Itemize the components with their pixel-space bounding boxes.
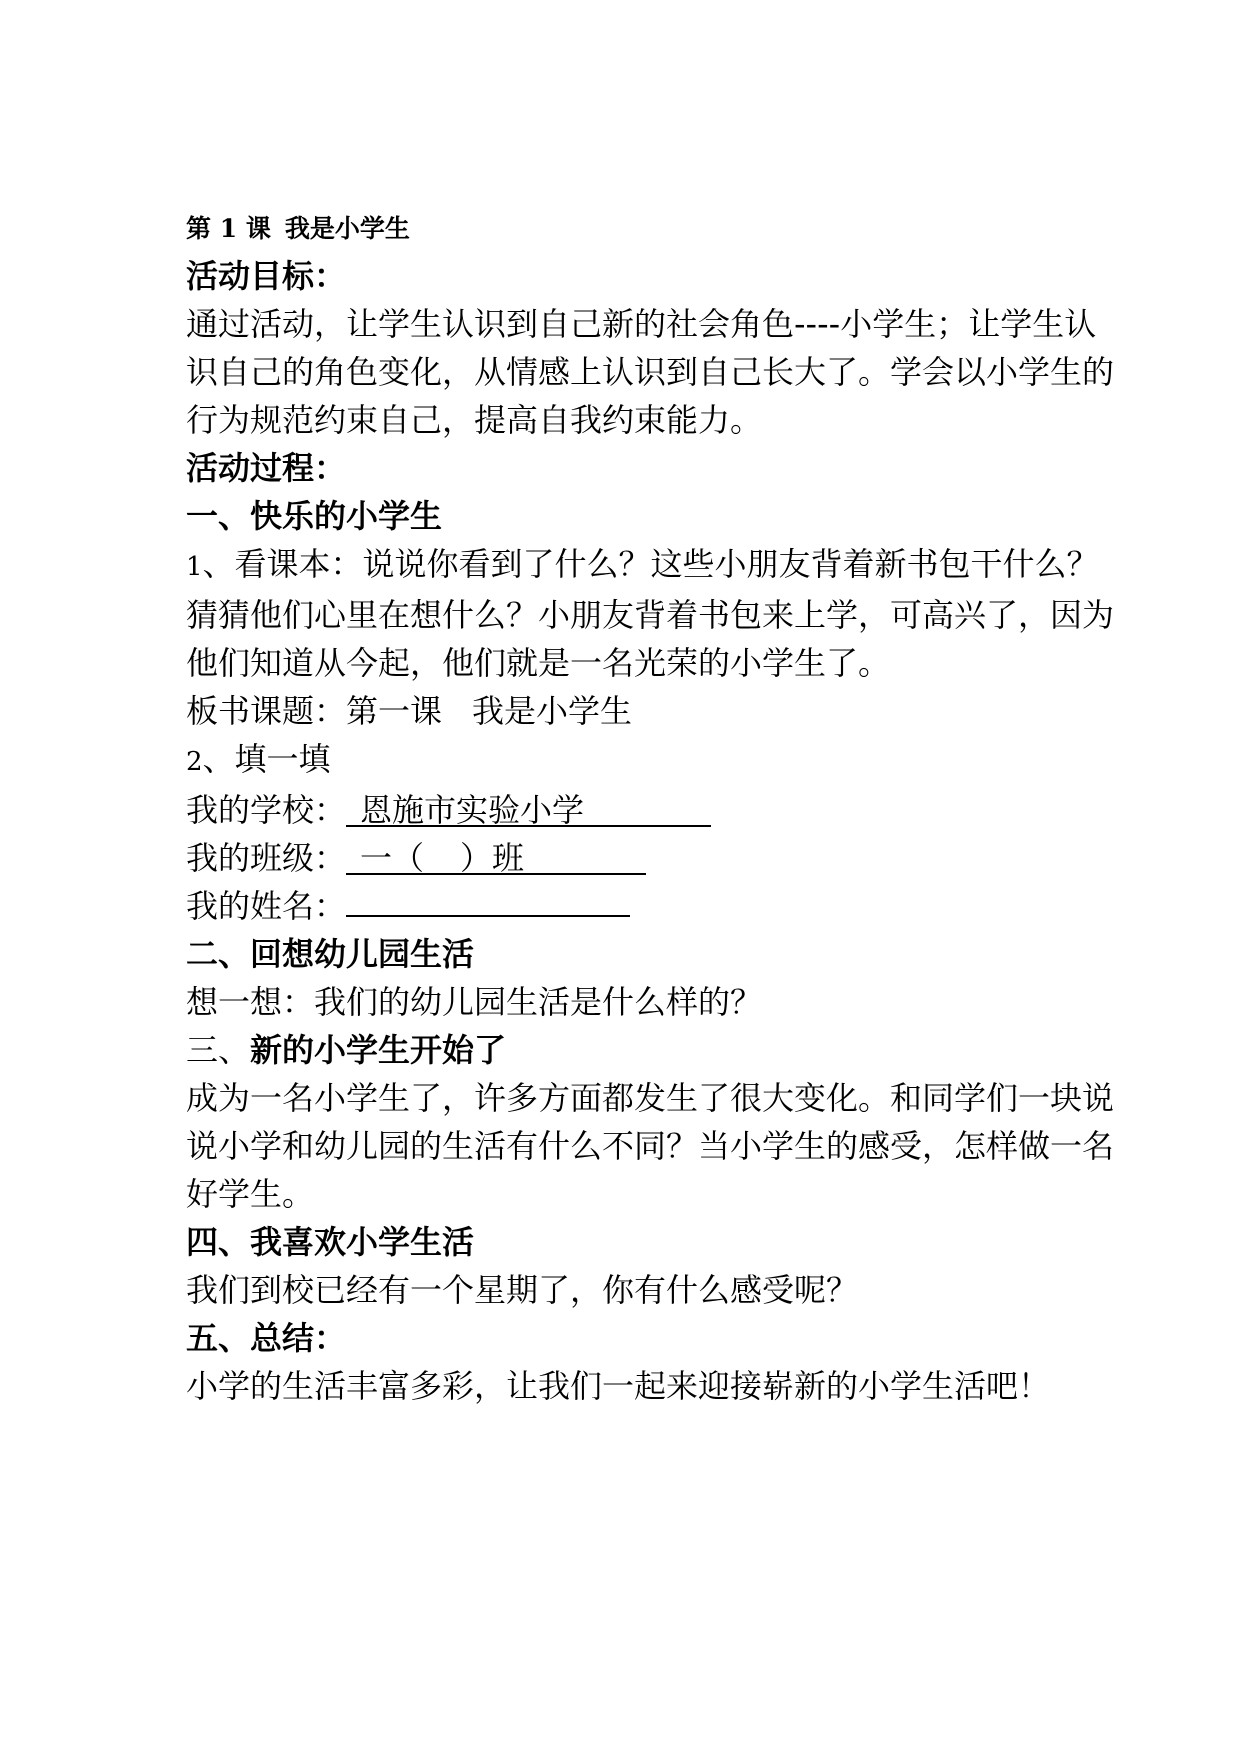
class-label: 我的班级： (186, 839, 347, 877)
name-label: 我的姓名： (186, 887, 347, 925)
section1-item2-text: 、填一填 (202, 740, 331, 778)
class-prefix: 一（ (360, 839, 425, 877)
lesson-title-prefix: 第 (186, 214, 212, 243)
section1-item1-number: 1 (186, 552, 203, 582)
section2-heading: 二、回想幼儿园生活 (186, 935, 475, 973)
section4-text: 我们到校已经有一个星期了，你有什么感受呢？ (186, 1271, 859, 1309)
section3-heading-text: 新的小学生开始了 (250, 1031, 507, 1069)
section3-heading-number: 三、 (186, 1031, 251, 1069)
document-page (186, 210, 1126, 1410)
section4-heading: 四、我喜欢小学生活 (186, 1223, 475, 1261)
section5-text: 小学的生活丰富多彩，让我们一起来迎接崭新的小学生活吧！ (186, 1367, 1051, 1405)
school-value: 恩施市实验小学 (360, 791, 585, 829)
section1-item2-number: 2 (186, 747, 203, 777)
section1-item1 (186, 540, 1126, 687)
lesson-title-name: 我是小学生 (284, 214, 410, 243)
goal-heading: 活动目标： (186, 257, 347, 295)
name-field[interactable] (346, 883, 630, 917)
section1-heading: 一、快乐的小学生 (186, 497, 443, 535)
school-field[interactable] (346, 793, 711, 827)
lesson-title (186, 210, 1126, 248)
name-row (186, 882, 1126, 930)
section3-heading (186, 1026, 1126, 1074)
board-title: 我是小学生 (472, 692, 633, 730)
school-label: 我的学校： (186, 791, 347, 829)
school-row (186, 786, 1126, 834)
class-suffix: ）班 (460, 839, 525, 877)
goal-text: 通过活动，让学生认识到自己新的社会角色----小学生；让学生认识自己的角色变化，从情感上认识到自己长大了。学会以小学生的行为规范约束自己，提高自我约束能力。 (186, 305, 1115, 439)
process-heading: 活动过程： (186, 449, 347, 487)
section1-item1-text: 、看课本：说说你看到了什么？这些小朋友背着新书包干什么？猜猜他们心里在想什么？小朋友背着书包来上学，可高兴了，因为他们知道从今起，他们就是一名光荣的小学生了。 (186, 545, 1115, 682)
section1-item2 (186, 735, 1126, 786)
board-label: 板书课题：第一课 (186, 692, 443, 730)
class-field[interactable] (346, 841, 646, 875)
section5-heading: 五、总结： (186, 1319, 347, 1357)
section3-text: 成为一名小学生了，许多方面都发生了很大变化。和同学们一块说说小学和幼儿园的生活有什么不同？当小学生的感受，怎样做一名好学生。 (186, 1079, 1115, 1213)
lesson-title-suffix: 课 (245, 214, 271, 243)
class-row (186, 834, 1126, 882)
lesson-title-number: 1 (219, 214, 238, 243)
board-title-line (186, 687, 1126, 735)
section2-text: 想一想：我们的幼儿园生活是什么样的？ (186, 983, 763, 1021)
